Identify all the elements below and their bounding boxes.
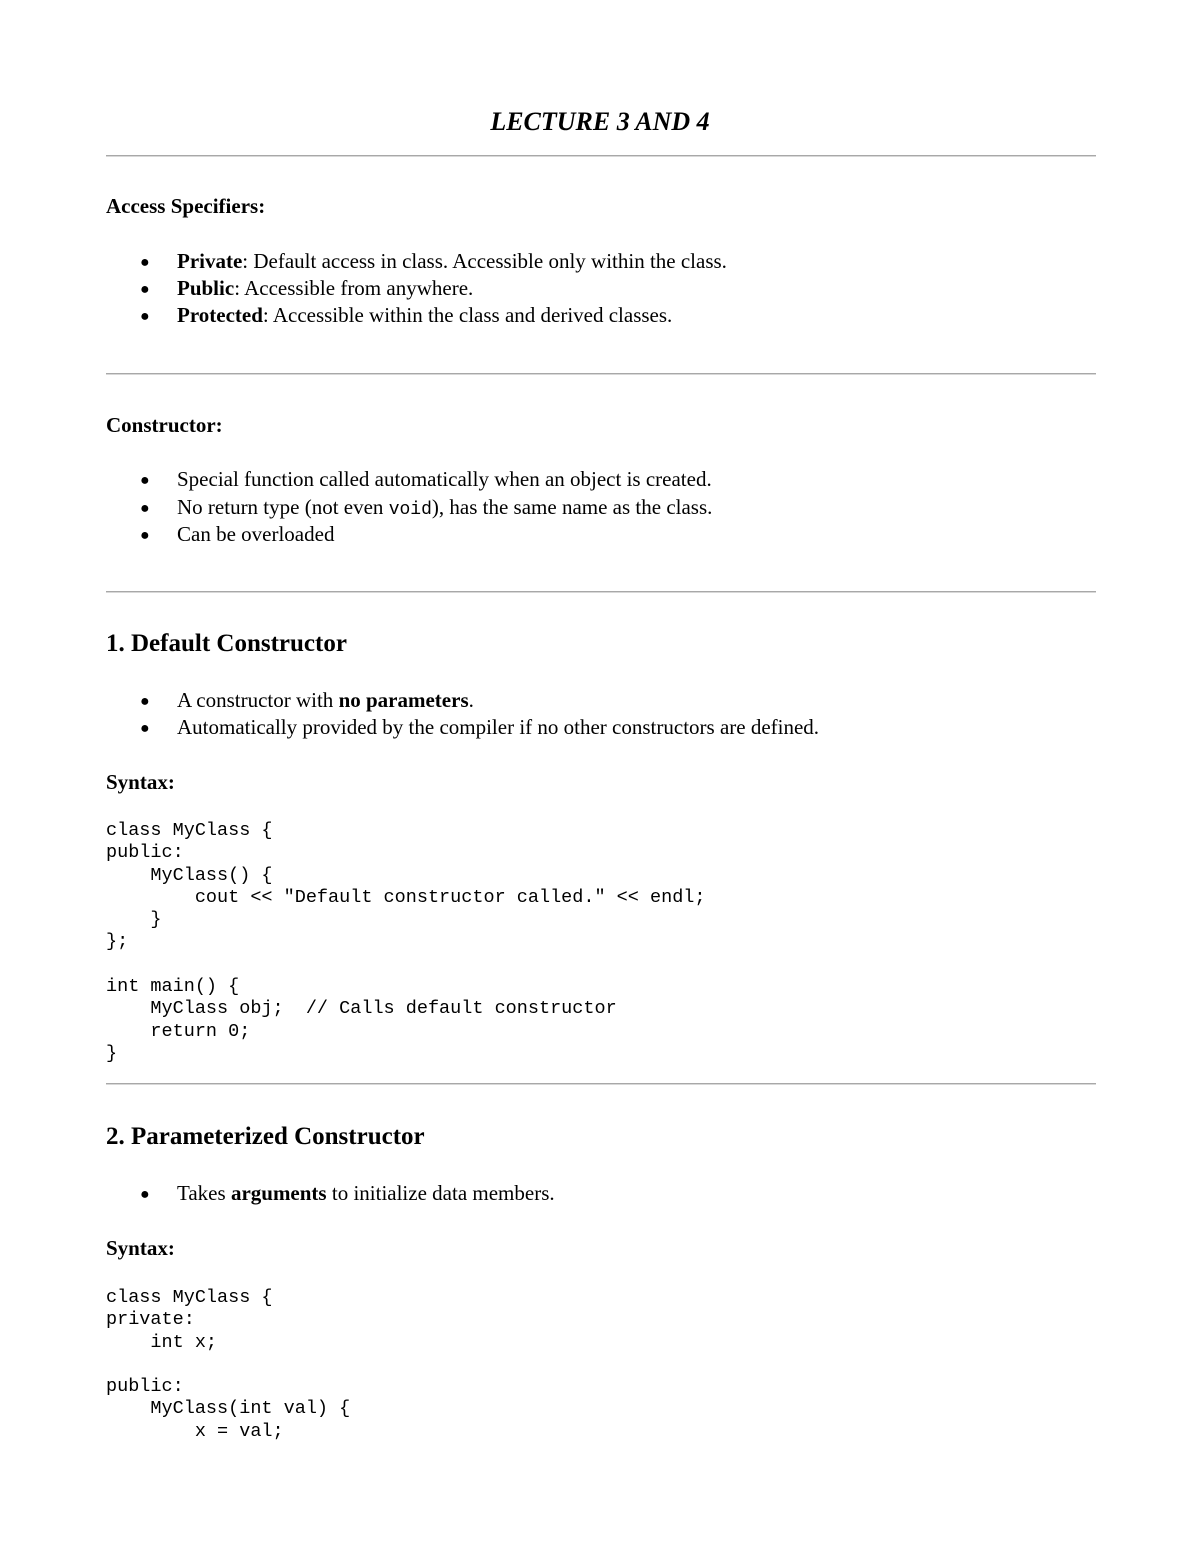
term-public: Public — [177, 276, 235, 300]
horizontal-rule — [106, 373, 1096, 375]
access-specifiers-label: Access Specifiers: — [106, 194, 266, 218]
bullet-icon: ● — [140, 308, 150, 325]
inline-code: void — [388, 500, 432, 520]
code-block-parameterized-constructor: class MyClass { private: int x; public: MyClass(int val) { x = val; — [106, 1287, 351, 1442]
list-item-text: Can be overloaded — [177, 522, 335, 546]
list-item-text: Takes — [177, 1181, 231, 1205]
horizontal-rule — [106, 1083, 1096, 1085]
list-item-text: A constructor with — [177, 688, 339, 712]
list-item — [140, 687, 474, 715]
list-item — [140, 466, 712, 494]
list-item — [140, 494, 712, 523]
bullet-icon: ● — [140, 720, 150, 737]
list-item — [140, 248, 727, 276]
list-item-text: : Default access in class. Accessible only within the class. — [242, 249, 727, 273]
term-protected: Protected — [177, 303, 263, 327]
section-heading-parameterized-constructor: 2. Parameterized Constructor — [106, 1123, 425, 1150]
list-item-text: No return type (not even — [177, 495, 389, 519]
list-item — [140, 302, 672, 330]
section-heading-default-constructor: 1. Default Constructor — [106, 630, 347, 657]
emphasis-text: no parameters — [338, 688, 469, 712]
list-item — [140, 521, 334, 549]
document-title: LECTURE 3 AND 4 — [490, 107, 710, 136]
bullet-icon: ● — [140, 254, 150, 271]
list-item — [140, 714, 819, 742]
horizontal-rule — [106, 591, 1096, 593]
horizontal-rule — [106, 155, 1096, 157]
list-item-text: to initialize data members. — [326, 1181, 555, 1205]
constructor-label: Constructor: — [106, 413, 223, 437]
bullet-icon: ● — [140, 527, 150, 544]
list-item-text: Special function called automatically when an object is created. — [177, 467, 712, 491]
syntax-label: Syntax: — [106, 1236, 175, 1260]
list-item-text: ), has the same name as the class. — [431, 495, 713, 519]
list-item-text: Automatically provided by the compiler if no other constructors are defined. — [177, 715, 820, 739]
bullet-icon: ● — [140, 1186, 150, 1203]
bullet-icon: ● — [140, 281, 150, 298]
list-item-text: : Accessible within the class and derived classes. — [262, 303, 673, 327]
code-block-default-constructor: class MyClass { public: MyClass() { cout << "Default constructor called." << endl; } }; int main() { MyClass obj; // Calls default constructor return 0; } — [106, 820, 706, 1064]
syntax-label: Syntax: — [106, 770, 175, 794]
bullet-icon: ● — [140, 472, 150, 489]
bullet-icon: ● — [140, 500, 150, 517]
list-item — [140, 1180, 555, 1208]
emphasis-text: arguments — [230, 1181, 327, 1205]
term-private: Private — [177, 249, 243, 273]
list-item-text: : Accessible from anywhere. — [234, 276, 474, 300]
bullet-icon: ● — [140, 693, 150, 710]
list-item-text: . — [468, 688, 474, 712]
list-item — [140, 275, 473, 303]
